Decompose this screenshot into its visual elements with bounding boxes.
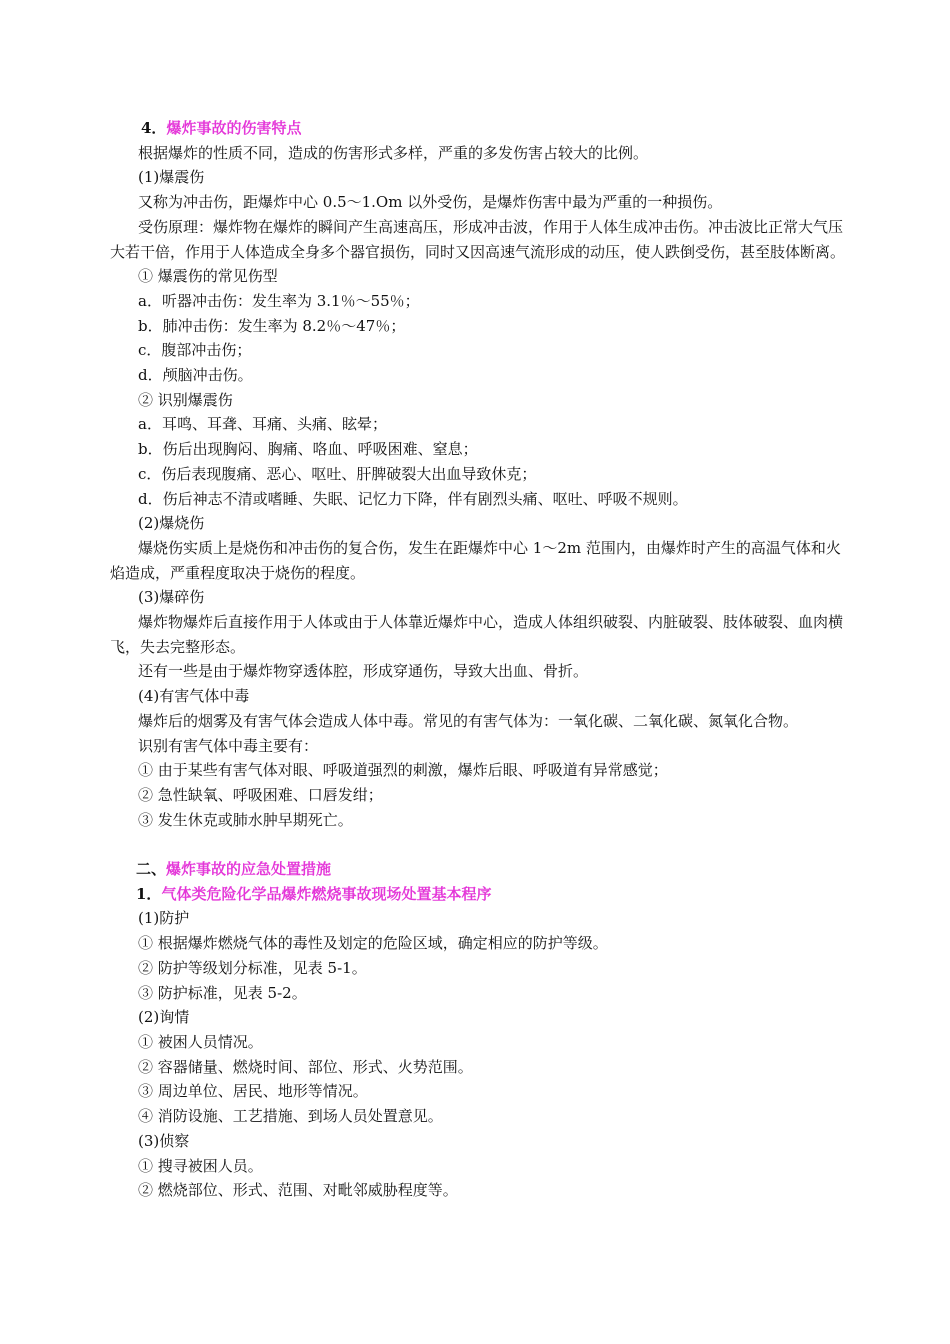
toxic-gas-identify-item: ① 由于某些有害气体对眼、呼吸道强烈的刺激，爆炸后眼、呼吸道有异常感觉； <box>138 761 668 780</box>
blast-injury-type-item: b．肺冲击伤：发生率为 8.2％～47％； <box>138 316 406 335</box>
identify-blast-injury-item: a．耳鸣、耳聋、耳痛、头痛、眩晕； <box>138 415 387 434</box>
section-2-title: 爆炸事故的应急处置措施 <box>166 860 332 879</box>
inquiry-item: ③ 周边单位、居民、地形等情况。 <box>138 1082 368 1101</box>
burn-injury-text: 爆烧伤实质上是烧伤和冲击伤的复合伤，发生在距爆炸中心 1～2m 范围内，由爆炸时产生的高温气体和火焰造成，严重程度取决于烧伤的程度。 <box>110 538 841 582</box>
identify-blast-injury-title: ② 识别爆震伤 <box>138 390 233 409</box>
identify-blast-injury-item: c．伤后表现腹痛、恶心、呕吐、肝脾破裂大出血导致休克； <box>138 464 537 483</box>
protection-item: ① 根据爆炸燃烧气体的毒性及划定的危险区域，确定相应的防护等级。 <box>138 934 608 953</box>
inquiry-item: ② 容器储量、燃烧时间、部位、形式、火势范围。 <box>138 1057 473 1076</box>
protection-title: (1)防护 <box>138 909 190 928</box>
burn-injury-title: (2)爆烧伤 <box>138 514 205 533</box>
toxic-gas-identify-item: ③ 发生休克或肺水肿早期死亡。 <box>138 810 353 829</box>
section-4-title: 爆炸事故的伤害特点 <box>166 119 302 137</box>
subsection-1-title: 气体类危险化学品爆炸燃烧事故现场处置基本程序 <box>161 884 492 903</box>
protection-item: ② 防护等级划分标准，见表 5-1。 <box>138 958 367 977</box>
toxic-gas-identify-title: 识别有害气体中毒主要有： <box>138 736 319 755</box>
toxic-gas-title: (4)有害气体中毒 <box>138 687 250 706</box>
inquiry-item: ④ 消防设施、工艺措施、到场人员处置意见。 <box>138 1107 443 1126</box>
blast-injury-type-item: c．腹部冲击伤； <box>138 341 252 360</box>
protection-item: ③ 防护标准，见表 5-2。 <box>138 983 307 1002</box>
document-body <box>110 116 854 1203</box>
toxic-gas-identify-item: ② 急性缺氧、呼吸困难、口唇发绀； <box>138 785 383 804</box>
section-4-number: 4． <box>141 119 167 137</box>
inquiry-item: ① 被困人员情况。 <box>138 1033 263 1051</box>
fragment-injury-text: 爆炸物爆炸后直接作用于人体或由于人体靠近爆炸中心，造成人体组织破裂、内脏破裂、肢体破裂、血肉横飞，失去完整形态。 <box>110 613 844 656</box>
subsection-1-number: 1． <box>136 884 162 903</box>
blast-injury-title: (1)爆震伤 <box>138 168 205 187</box>
blast-injury-types-title: ① 爆震伤的常见伤型 <box>138 267 278 286</box>
inquiry-title: (2)询情 <box>138 1008 190 1027</box>
subsection-1-heading <box>136 882 854 907</box>
reconnaissance-item: ① 搜寻被困人员。 <box>138 1156 263 1175</box>
reconnaissance-title: (3)侦察 <box>138 1131 190 1150</box>
section-2-number: 二、 <box>136 860 167 879</box>
blast-injury-mechanism: 受伤原理：爆炸物在爆炸的瞬间产生高速高压，形成冲击波，作用于人体生成冲击伤。冲击波比正常大气压大若干倍，作用于人体造成全身多个器官损伤，同时又因高速气流形成的动压，使人跌倒受伤，甚至肢体断离。 <box>110 217 846 261</box>
identify-blast-injury-item: d．伤后神志不清或嗜睡、失眠、记忆力下降，伴有剧烈头痛、呕吐、呼吸不规则。 <box>138 489 688 508</box>
section-4-intro: 根据爆炸的性质不同，造成的伤害形式多样，严重的多发伤害占较大的比例。 <box>138 143 649 162</box>
blast-injury-type-item: a．听器冲击伤：发生率为 3.1％～55％； <box>138 291 420 310</box>
reconnaissance-item: ② 燃烧部位、形式、范围、对毗邻威胁程度等。 <box>138 1181 458 1200</box>
blast-injury-type-item: d．颅脑冲击伤。 <box>138 366 253 385</box>
identify-blast-injury-item: b．伤后出现胸闷、胸痛、咯血、呼吸困难、窒息； <box>138 440 478 459</box>
section-4-heading <box>138 116 854 141</box>
fragment-injury-text-2: 还有一些是由于爆炸物穿透体腔，形成穿通伤，导致大出血、骨折。 <box>138 662 589 681</box>
fragment-injury-title: (3)爆碎伤 <box>138 588 205 607</box>
section-2-heading <box>136 857 854 882</box>
section-spacer <box>138 832 854 857</box>
blast-injury-definition: 又称为冲击伤，距爆炸中心 0.5～1.Om 以外受伤，是爆炸伤害中最为严重的一种损伤。 <box>138 193 723 212</box>
toxic-gas-text: 爆炸后的烟雾及有害气体会造成人体中毒。常见的有害气体为：一氧化碳、二氧化碳、氮氧化合物。 <box>138 711 799 730</box>
